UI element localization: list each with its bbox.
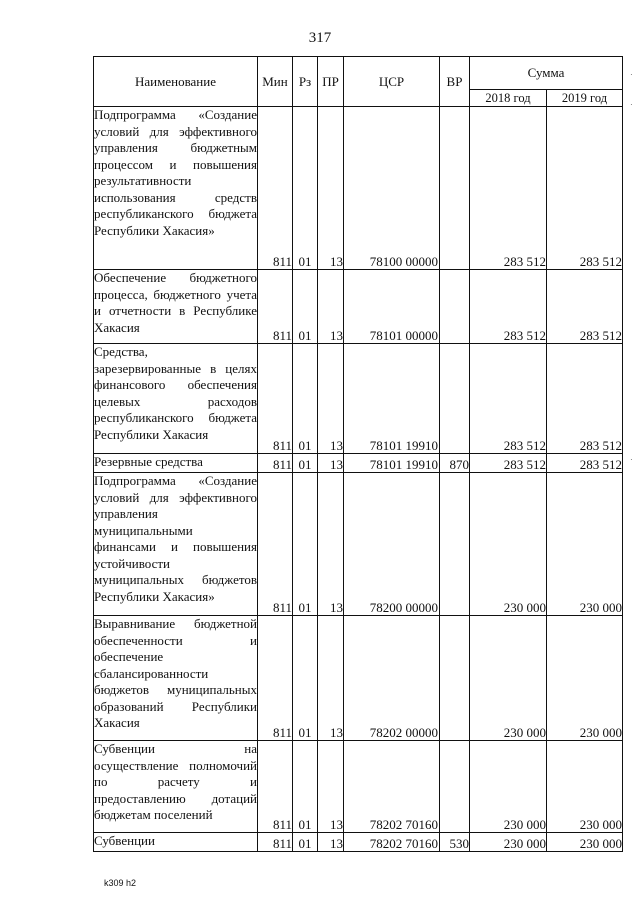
row-pr: 13 xyxy=(318,107,344,270)
page-number: 317 xyxy=(308,30,332,46)
row-sum-2019: 230 000 xyxy=(547,833,623,852)
row-name: Субвенции на осуществление полномочий по расчету и предоставлению дотаций бюджетам поселений xyxy=(94,741,258,833)
row-sum-2018: 230 000 xyxy=(470,833,547,852)
row-sum-2018: 283 512 xyxy=(470,454,547,473)
row-sum-2018: 230 000 xyxy=(470,741,547,833)
header-sum: Сумма xyxy=(470,57,623,90)
row-vr xyxy=(440,616,470,741)
row-pr: 13 xyxy=(318,833,344,852)
row-min: 811 xyxy=(258,473,293,616)
row-min: 811 xyxy=(258,833,293,852)
row-csr: 78202 70160 xyxy=(344,741,440,833)
row-rz: 01 xyxy=(293,833,318,852)
row-vr xyxy=(440,344,470,454)
header-pr: ПР xyxy=(318,57,344,107)
row-min: 811 xyxy=(258,270,293,344)
row-min: 811 xyxy=(258,741,293,833)
header-year-2019: 2019 год xyxy=(547,90,623,107)
scan-margin-mark: · xyxy=(630,100,633,109)
row-name: Резервные средства xyxy=(94,454,258,473)
row-rz: 01 xyxy=(293,616,318,741)
row-csr: 78202 00000 xyxy=(344,616,440,741)
row-name: Выравнивание бюджетной обеспеченности и обеспечение сбалансированности бюджетов муниципальных образований Республики Хакасия xyxy=(94,616,258,741)
row-csr: 78200 00000 xyxy=(344,473,440,616)
row-pr: 13 xyxy=(318,270,344,344)
row-csr: 78101 00000 xyxy=(344,270,440,344)
row-csr: 78101 19910 xyxy=(344,454,440,473)
row-vr: 870 xyxy=(440,454,470,473)
row-pr: 13 xyxy=(318,616,344,741)
row-vr xyxy=(440,107,470,270)
row-name: Субвенции xyxy=(94,833,258,852)
row-min: 811 xyxy=(258,107,293,270)
row-min: 811 xyxy=(258,344,293,454)
header-year-2018: 2018 год xyxy=(470,90,547,107)
table-row xyxy=(94,107,623,270)
row-sum-2019: 283 512 xyxy=(547,454,623,473)
row-rz: 01 xyxy=(293,741,318,833)
table-row xyxy=(94,833,623,852)
row-csr: 78101 19910 xyxy=(344,344,440,454)
row-vr xyxy=(440,270,470,344)
row-pr: 13 xyxy=(318,344,344,454)
row-rz: 01 xyxy=(293,270,318,344)
row-rz: 01 xyxy=(293,454,318,473)
row-sum-2019: 283 512 xyxy=(547,344,623,454)
table-row xyxy=(94,270,623,344)
table-row xyxy=(94,473,623,616)
table-header-row xyxy=(94,57,623,90)
row-name: Обеспечение бюджетного процесса, бюджетного учета и отчетности в Республике Хакасия xyxy=(94,270,258,344)
row-csr: 78202 70160 xyxy=(344,833,440,852)
header-csr: ЦСР xyxy=(344,57,440,107)
row-sum-2018: 283 512 xyxy=(470,270,547,344)
row-name: Средства, зарезервированные в целях финансового обеспечения целевых расходов республиканского бюджета Республики Хакасия xyxy=(94,344,258,454)
scan-margin-mark: · xyxy=(630,70,633,79)
row-sum-2019: 283 512 xyxy=(547,270,623,344)
row-pr: 13 xyxy=(318,473,344,616)
row-vr: 530 xyxy=(440,833,470,852)
row-sum-2018: 283 512 xyxy=(470,107,547,270)
header-rz: Рз xyxy=(293,57,318,107)
row-min: 811 xyxy=(258,616,293,741)
row-pr: 13 xyxy=(318,741,344,833)
row-csr: 78100 00000 xyxy=(344,107,440,270)
row-vr xyxy=(440,473,470,616)
row-sum-2019: 230 000 xyxy=(547,616,623,741)
table-row xyxy=(94,741,623,833)
row-vr xyxy=(440,741,470,833)
row-sum-2018: 230 000 xyxy=(470,473,547,616)
row-sum-2019: 230 000 xyxy=(547,741,623,833)
row-sum-2018: 283 512 xyxy=(470,344,547,454)
row-sum-2018: 230 000 xyxy=(470,616,547,741)
table-row xyxy=(94,344,623,454)
row-name: Подпрограмма «Создание условий для эффективного управления бюджетным процессом и повышения результативности использования средств республиканского бюджета Республики Хакасия» xyxy=(94,107,258,270)
scan-margin-mark: · xyxy=(630,455,633,464)
footer-code: k309 h2 xyxy=(104,878,137,888)
row-sum-2019: 283 512 xyxy=(547,107,623,270)
header-min: Мин xyxy=(258,57,293,107)
table-row xyxy=(94,454,623,473)
header-vr: ВР xyxy=(440,57,470,107)
row-pr: 13 xyxy=(318,454,344,473)
row-rz: 01 xyxy=(293,107,318,270)
table-row xyxy=(94,616,623,741)
header-name: Наименование xyxy=(94,57,258,107)
budget-table xyxy=(93,56,623,852)
row-rz: 01 xyxy=(293,473,318,616)
row-rz: 01 xyxy=(293,344,318,454)
row-sum-2019: 230 000 xyxy=(547,473,623,616)
row-name: Подпрограмма «Создание условий для эффективного управления муниципальными финансами и повышения устойчивости муниципальных бюджетов Республики Хакасия» xyxy=(94,473,258,616)
row-min: 811 xyxy=(258,454,293,473)
